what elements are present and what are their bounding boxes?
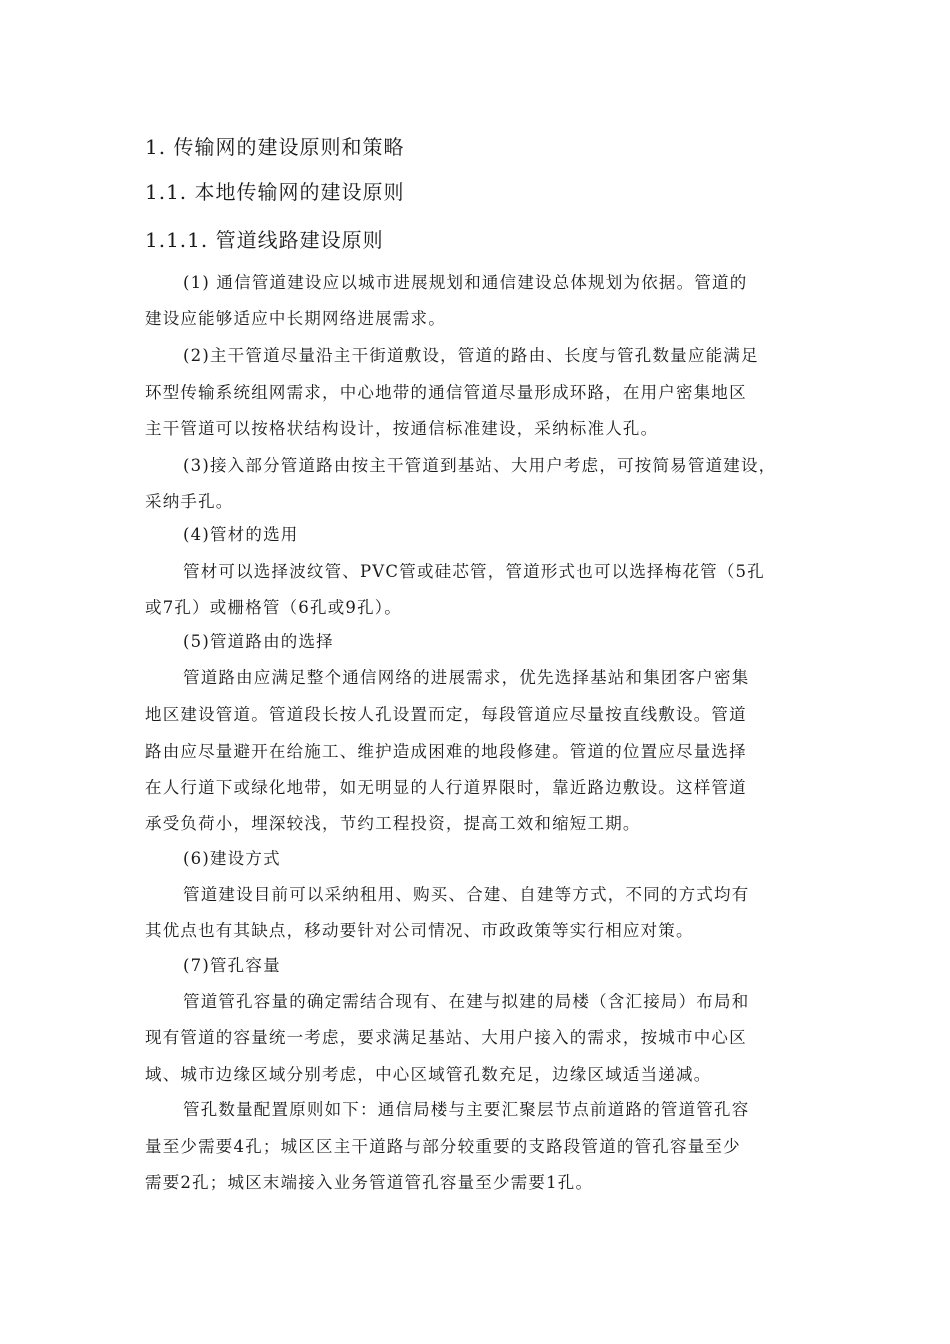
item-6-line-1: 管道建设目前可以采纳租用、购买、合建、自建等方式，不同的方式均有 bbox=[183, 885, 750, 904]
item-7-line-3: 域、城市边缘区域分别考虑，中心区域管孔数充足，边缘区域适当递减。 bbox=[145, 1065, 712, 1084]
item-4-title: (4)管材的选用 bbox=[183, 525, 299, 544]
item-5-title: (5)管道路由的选择 bbox=[183, 632, 334, 651]
item-7-line-2: 现有管道的容量统一考虑，要求满足基站、大用户接入的需求，按城市中心区 bbox=[145, 1028, 747, 1047]
item-6-title: (6)建设方式 bbox=[183, 849, 281, 868]
item-7-line-1: 管道管孔容量的确定需结合现有、在建与拟建的局楼（含汇接局）布局和 bbox=[183, 992, 750, 1011]
paragraph-1-line-2: 建设应能够适应中长期网络进展需求。 bbox=[145, 309, 446, 328]
heading-level-1: 1. 传输网的建设原则和策略 bbox=[145, 135, 405, 159]
paragraph-1-line-1: (1) 通信管道建设应以城市进展规划和通信建设总体规划为依据。管道的 bbox=[183, 273, 748, 292]
paragraph-last-line-2: 量至少需要4孔；城区区主干道路与部分较重要的支路段管道的管孔容量至少 bbox=[145, 1137, 741, 1156]
item-5-line-4: 在人行道下或绿化地带，如无明显的人行道界限时，靠近路边敷设。这样管道 bbox=[145, 778, 747, 797]
item-7-title: (7)管孔容量 bbox=[183, 956, 281, 975]
paragraph-2-line-1: (2)主干管道尽量沿主干街道敷设，管道的路由、长度与管孔数量应能满足 bbox=[183, 346, 759, 365]
paragraph-last-line-3: 需要2孔；城区末端接入业务管道管孔容量至少需要1孔。 bbox=[145, 1173, 594, 1192]
item-5-line-1: 管道路由应满足整个通信网络的进展需求，优先选择基站和集团客户密集 bbox=[183, 668, 750, 687]
paragraph-last-line-1: 管孔数量配置原则如下：通信局楼与主要汇聚层节点前道路的管道管孔容 bbox=[183, 1100, 750, 1119]
item-6-line-2: 其优点也有其缺点，移动要针对公司情况、市政政策等实行相应对策。 bbox=[145, 921, 694, 940]
paragraph-3-line-1: (3)接入部分管道路由按主干管道到基站、大用户考虑，可按简易管道建设， bbox=[183, 456, 777, 475]
item-4-line-2: 或7孔）或栅格管（6孔或9孔）。 bbox=[145, 598, 402, 617]
paragraph-2-line-3: 主干管道可以按格状结构设计，按通信标准建设，采纳标准人孔。 bbox=[145, 419, 659, 438]
item-5-line-2: 地区建设管道。管道段长按人孔设置而定，每段管道应尽量按直线敷设。管道 bbox=[145, 705, 747, 724]
item-4-line-1: 管材可以选择波纹管、PVC管或硅芯管，管道形式也可以选择梅花管（5孔 bbox=[183, 562, 765, 581]
heading-level-2: 1.1. 本地传输网的建设原则 bbox=[145, 180, 405, 204]
heading-level-3: 1.1.1. 管道线路建设原则 bbox=[145, 228, 384, 252]
paragraph-2-line-2: 环型传输系统组网需求，中心地带的通信管道尽量形成环路，在用户密集地区 bbox=[145, 383, 747, 402]
item-5-line-5: 承受负荷小，埋深较浅，节约工程投资，提高工效和缩短工期。 bbox=[145, 814, 641, 833]
paragraph-3-line-2: 采纳手孔。 bbox=[145, 492, 234, 511]
item-5-line-3: 路由应尽量避开在给施工、维护造成困难的地段修建。管道的位置应尽量选择 bbox=[145, 742, 747, 761]
